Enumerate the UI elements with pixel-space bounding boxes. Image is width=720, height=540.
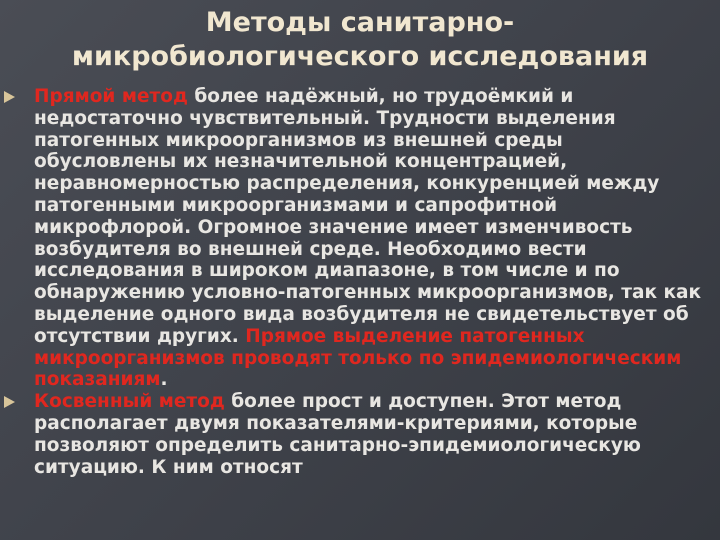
slide-title bbox=[0, 6, 720, 74]
title-line-1: Методы санитарно- bbox=[205, 7, 515, 38]
title-line-2: микробиологического исследования bbox=[71, 41, 649, 72]
bullet-indirect-method bbox=[0, 391, 720, 478]
direct-isolation-highlight: Прямое выделение патогенных микроорганизмов проводят только по эпидемиологическим показаниям bbox=[34, 325, 682, 391]
triangle-bullet-icon bbox=[4, 396, 15, 408]
direct-method-end: . bbox=[160, 369, 168, 391]
direct-method-text: более надёжный, но трудоёмкий и недостаточно чувствительный. Трудности выделения патогенных микроорганизмов из внешней среды обусловлены их незначительной концентрацией, неравномерностью распределения, конкуренцией между патогенными микроорганизмами и сапрофитной микрофлорой. Огромное значение имеет изменчивость возбудителя во внешней среде. Необходимо вести исследования в широком диапазоне, в том числе и по обнаружению условно-патогенных микроорганизмов, так как выделение одного вида возбудителя не свидетельствует об отсутствии других. bbox=[34, 86, 702, 347]
bullet-direct-method bbox=[0, 86, 720, 391]
slide-body bbox=[0, 86, 720, 478]
indirect-method-text: более прост и доступен. Этот метод располагает двумя показателями-критериями, которые позволяют определить санитарно-эпидемиологическую ситуацию. К ним относят bbox=[34, 391, 641, 478]
triangle-bullet-icon bbox=[4, 91, 15, 103]
term-indirect-method: Косвенный метод bbox=[34, 391, 225, 413]
term-direct-method: Прямой метод bbox=[34, 86, 188, 107]
